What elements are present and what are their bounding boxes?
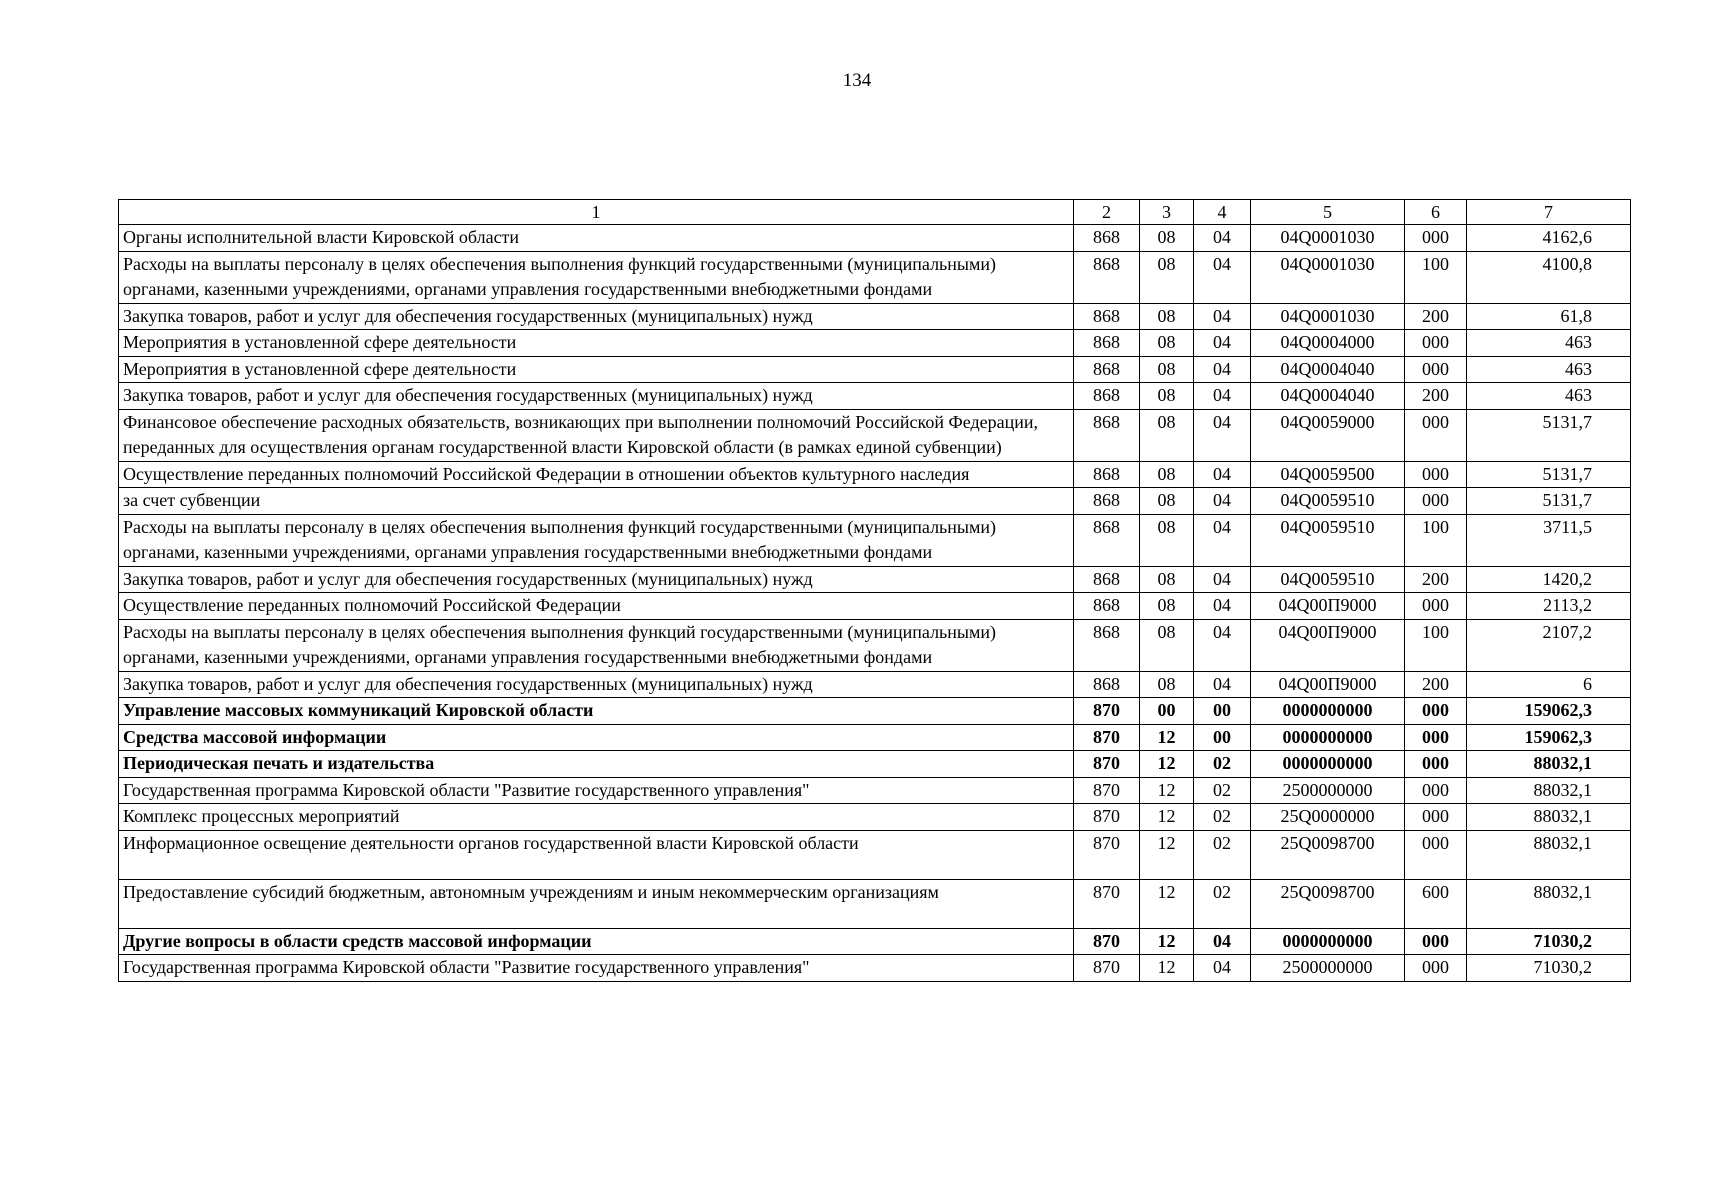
target-article-cell: 2500000000	[1251, 955, 1405, 982]
amount-cell: 88032,1	[1467, 751, 1631, 778]
table-row	[119, 330, 1631, 357]
ministry-code-cell: 868	[1074, 330, 1140, 357]
section-code-cell: 12	[1140, 830, 1194, 879]
table-row	[119, 698, 1631, 725]
column-header: 2	[1074, 200, 1140, 225]
expense-type-cell: 200	[1405, 303, 1467, 330]
ministry-code-cell: 870	[1074, 804, 1140, 831]
section-code-cell: 08	[1140, 225, 1194, 252]
row-name-cell: Закупка товаров, работ и услуг для обеспечения государственных (муниципальных) нужд	[119, 383, 1074, 410]
ministry-code-cell: 868	[1074, 619, 1140, 671]
table-row	[119, 303, 1631, 330]
target-article-cell: 25Q0098700	[1251, 830, 1405, 879]
section-code-cell: 12	[1140, 928, 1194, 955]
section-code-cell: 08	[1140, 383, 1194, 410]
subsection-code-cell: 04	[1194, 356, 1251, 383]
target-article-cell: 0000000000	[1251, 928, 1405, 955]
expense-type-cell: 000	[1405, 804, 1467, 831]
section-code-cell: 08	[1140, 251, 1194, 303]
section-code-cell: 08	[1140, 671, 1194, 698]
subsection-code-cell: 02	[1194, 777, 1251, 804]
expense-type-cell: 000	[1405, 698, 1467, 725]
section-code-cell: 08	[1140, 409, 1194, 461]
row-name-cell: Мероприятия в установленной сфере деятельности	[119, 330, 1074, 357]
table-row	[119, 928, 1631, 955]
target-article-cell: 04Q00П9000	[1251, 619, 1405, 671]
column-header: 3	[1140, 200, 1194, 225]
subsection-code-cell: 04	[1194, 225, 1251, 252]
row-name-cell: Расходы на выплаты персоналу в целях обеспечения выполнения функций государственными (муниципальными) органами, казенными учреждениями, органами управления государственными внебюджетными фондами	[119, 514, 1074, 566]
row-name-cell: Предоставление субсидий бюджетным, автономным учреждениям и иным некоммерческим организациям	[119, 879, 1074, 928]
expense-type-cell: 000	[1405, 225, 1467, 252]
subsection-code-cell: 04	[1194, 671, 1251, 698]
amount-cell: 4162,6	[1467, 225, 1631, 252]
expense-type-cell: 000	[1405, 593, 1467, 620]
table-row	[119, 488, 1631, 515]
amount-cell: 463	[1467, 383, 1631, 410]
table-row	[119, 251, 1631, 303]
section-code-cell: 00	[1140, 698, 1194, 725]
row-name-cell: Информационное освещение деятельности органов государственной власти Кировской области	[119, 830, 1074, 879]
amount-cell: 61,8	[1467, 303, 1631, 330]
row-name-cell: Комплекс процессных мероприятий	[119, 804, 1074, 831]
expense-type-cell: 000	[1405, 830, 1467, 879]
ministry-code-cell: 870	[1074, 698, 1140, 725]
table-row	[119, 356, 1631, 383]
target-article-cell: 04Q0059510	[1251, 488, 1405, 515]
section-code-cell: 08	[1140, 356, 1194, 383]
amount-cell: 463	[1467, 356, 1631, 383]
amount-cell: 5131,7	[1467, 409, 1631, 461]
table-row	[119, 724, 1631, 751]
target-article-cell: 04Q00П9000	[1251, 593, 1405, 620]
target-article-cell: 04Q0004000	[1251, 330, 1405, 357]
table-body	[119, 225, 1631, 982]
section-code-cell: 08	[1140, 619, 1194, 671]
section-code-cell: 08	[1140, 593, 1194, 620]
target-article-cell: 0000000000	[1251, 698, 1405, 725]
section-code-cell: 12	[1140, 879, 1194, 928]
expense-type-cell: 000	[1405, 330, 1467, 357]
ministry-code-cell: 868	[1074, 251, 1140, 303]
ministry-code-cell: 870	[1074, 777, 1140, 804]
column-header: 4	[1194, 200, 1251, 225]
table-row	[119, 383, 1631, 410]
table-row	[119, 804, 1631, 831]
row-name-cell: Мероприятия в установленной сфере деятельности	[119, 356, 1074, 383]
ministry-code-cell: 868	[1074, 461, 1140, 488]
ministry-code-cell: 868	[1074, 566, 1140, 593]
row-name-cell: Закупка товаров, работ и услуг для обеспечения государственных (муниципальных) нужд	[119, 566, 1074, 593]
table-row	[119, 461, 1631, 488]
section-code-cell: 08	[1140, 461, 1194, 488]
expense-type-cell: 000	[1405, 461, 1467, 488]
row-name-cell: Расходы на выплаты персоналу в целях обеспечения выполнения функций государственными (муниципальными) органами, казенными учреждениями, органами управления государственными внебюджетными фондами	[119, 251, 1074, 303]
section-code-cell: 12	[1140, 724, 1194, 751]
subsection-code-cell: 02	[1194, 751, 1251, 778]
table-row	[119, 955, 1631, 982]
section-code-cell: 08	[1140, 303, 1194, 330]
amount-cell: 71030,2	[1467, 955, 1631, 982]
amount-cell: 88032,1	[1467, 830, 1631, 879]
target-article-cell: 04Q00П9000	[1251, 671, 1405, 698]
subsection-code-cell: 04	[1194, 461, 1251, 488]
ministry-code-cell: 868	[1074, 383, 1140, 410]
table-row	[119, 593, 1631, 620]
ministry-code-cell: 868	[1074, 409, 1140, 461]
target-article-cell: 0000000000	[1251, 724, 1405, 751]
table-row	[119, 514, 1631, 566]
target-article-cell: 25Q0000000	[1251, 804, 1405, 831]
ministry-code-cell: 870	[1074, 879, 1140, 928]
subsection-code-cell: 04	[1194, 330, 1251, 357]
row-name-cell: Периодическая печать и издательства	[119, 751, 1074, 778]
expense-type-cell: 000	[1405, 955, 1467, 982]
target-article-cell: 2500000000	[1251, 777, 1405, 804]
expense-type-cell: 100	[1405, 514, 1467, 566]
table-row	[119, 879, 1631, 928]
expense-type-cell: 000	[1405, 751, 1467, 778]
target-article-cell: 04Q0001030	[1251, 251, 1405, 303]
page-number: 134	[842, 70, 872, 91]
subsection-code-cell: 02	[1194, 879, 1251, 928]
row-name-cell: Другие вопросы в области средств массовой информации	[119, 928, 1074, 955]
target-article-cell: 04Q0004040	[1251, 383, 1405, 410]
subsection-code-cell: 04	[1194, 619, 1251, 671]
amount-cell: 88032,1	[1467, 777, 1631, 804]
subsection-code-cell: 00	[1194, 698, 1251, 725]
table-row	[119, 619, 1631, 671]
table-row	[119, 566, 1631, 593]
expense-type-cell: 000	[1405, 928, 1467, 955]
row-name-cell: Государственная программа Кировской области "Развитие государственного управления"	[119, 955, 1074, 982]
subsection-code-cell: 04	[1194, 303, 1251, 330]
section-code-cell: 12	[1140, 751, 1194, 778]
amount-cell: 5131,7	[1467, 488, 1631, 515]
expense-type-cell: 000	[1405, 356, 1467, 383]
target-article-cell: 25Q0098700	[1251, 879, 1405, 928]
ministry-code-cell: 868	[1074, 593, 1140, 620]
row-name-cell: Расходы на выплаты персоналу в целях обеспечения выполнения функций государственными (муниципальными) органами, казенными учреждениями, органами управления государственными внебюджетными фондами	[119, 619, 1074, 671]
ministry-code-cell: 868	[1074, 514, 1140, 566]
target-article-cell: 04Q0001030	[1251, 225, 1405, 252]
column-header: 5	[1251, 200, 1405, 225]
row-name-cell: Средства массовой информации	[119, 724, 1074, 751]
row-name-cell: Финансовое обеспечение расходных обязательств, возникающих при выполнении полномочий Российской Федерации, переданных для осуществления органам государственной власти Кировской области (в рамках единой субвенции)	[119, 409, 1074, 461]
table-header-row	[119, 200, 1631, 225]
amount-cell: 2113,2	[1467, 593, 1631, 620]
amount-cell: 159062,3	[1467, 724, 1631, 751]
section-code-cell: 08	[1140, 488, 1194, 515]
target-article-cell: 04Q0059500	[1251, 461, 1405, 488]
amount-cell: 6	[1467, 671, 1631, 698]
subsection-code-cell: 04	[1194, 955, 1251, 982]
target-article-cell: 0000000000	[1251, 751, 1405, 778]
subsection-code-cell: 04	[1194, 593, 1251, 620]
table-row	[119, 671, 1631, 698]
amount-cell: 1420,2	[1467, 566, 1631, 593]
expense-type-cell: 600	[1405, 879, 1467, 928]
expense-type-cell: 200	[1405, 671, 1467, 698]
table-row	[119, 409, 1631, 461]
expense-type-cell: 000	[1405, 777, 1467, 804]
column-header: 6	[1405, 200, 1467, 225]
subsection-code-cell: 04	[1194, 514, 1251, 566]
row-name-cell: Органы исполнительной власти Кировской области	[119, 225, 1074, 252]
column-header: 7	[1467, 200, 1631, 225]
amount-cell: 71030,2	[1467, 928, 1631, 955]
ministry-code-cell: 868	[1074, 488, 1140, 515]
ministry-code-cell: 870	[1074, 751, 1140, 778]
target-article-cell: 04Q0059000	[1251, 409, 1405, 461]
ministry-code-cell: 868	[1074, 356, 1140, 383]
row-name-cell: за счет субвенции	[119, 488, 1074, 515]
subsection-code-cell: 04	[1194, 488, 1251, 515]
expense-type-cell: 000	[1405, 488, 1467, 515]
expense-type-cell: 000	[1405, 409, 1467, 461]
section-code-cell: 08	[1140, 514, 1194, 566]
target-article-cell: 04Q0001030	[1251, 303, 1405, 330]
target-article-cell: 04Q0059510	[1251, 514, 1405, 566]
section-code-cell: 08	[1140, 330, 1194, 357]
expense-type-cell: 000	[1405, 724, 1467, 751]
section-code-cell: 12	[1140, 804, 1194, 831]
subsection-code-cell: 04	[1194, 383, 1251, 410]
row-name-cell: Осуществление переданных полномочий Российской Федерации	[119, 593, 1074, 620]
table-row	[119, 225, 1631, 252]
ministry-code-cell: 870	[1074, 955, 1140, 982]
row-name-cell: Государственная программа Кировской области "Развитие государственного управления"	[119, 777, 1074, 804]
row-name-cell: Закупка товаров, работ и услуг для обеспечения государственных (муниципальных) нужд	[119, 671, 1074, 698]
ministry-code-cell: 868	[1074, 225, 1140, 252]
amount-cell: 5131,7	[1467, 461, 1631, 488]
subsection-code-cell: 04	[1194, 251, 1251, 303]
ministry-code-cell: 870	[1074, 928, 1140, 955]
table-row	[119, 830, 1631, 879]
subsection-code-cell: 02	[1194, 804, 1251, 831]
table-row	[119, 751, 1631, 778]
table-row	[119, 777, 1631, 804]
row-name-cell: Осуществление переданных полномочий Российской Федерации в отношении объектов культурного наследия	[119, 461, 1074, 488]
row-name-cell: Управление массовых коммуникаций Кировской области	[119, 698, 1074, 725]
amount-cell: 88032,1	[1467, 804, 1631, 831]
amount-cell: 463	[1467, 330, 1631, 357]
subsection-code-cell: 04	[1194, 409, 1251, 461]
subsection-code-cell: 04	[1194, 928, 1251, 955]
amount-cell: 159062,3	[1467, 698, 1631, 725]
expense-type-cell: 200	[1405, 383, 1467, 410]
column-header: 1	[119, 200, 1074, 225]
row-name-cell: Закупка товаров, работ и услуг для обеспечения государственных (муниципальных) нужд	[119, 303, 1074, 330]
target-article-cell: 04Q0004040	[1251, 356, 1405, 383]
amount-cell: 88032,1	[1467, 879, 1631, 928]
amount-cell: 2107,2	[1467, 619, 1631, 671]
ministry-code-cell: 868	[1074, 303, 1140, 330]
expense-type-cell: 100	[1405, 251, 1467, 303]
subsection-code-cell: 04	[1194, 566, 1251, 593]
ministry-code-cell: 868	[1074, 671, 1140, 698]
section-code-cell: 12	[1140, 777, 1194, 804]
section-code-cell: 12	[1140, 955, 1194, 982]
budget-table	[118, 199, 1631, 982]
amount-cell: 3711,5	[1467, 514, 1631, 566]
expense-type-cell: 100	[1405, 619, 1467, 671]
subsection-code-cell: 00	[1194, 724, 1251, 751]
ministry-code-cell: 870	[1074, 830, 1140, 879]
section-code-cell: 08	[1140, 566, 1194, 593]
ministry-code-cell: 870	[1074, 724, 1140, 751]
target-article-cell: 04Q0059510	[1251, 566, 1405, 593]
expense-type-cell: 200	[1405, 566, 1467, 593]
subsection-code-cell: 02	[1194, 830, 1251, 879]
amount-cell: 4100,8	[1467, 251, 1631, 303]
